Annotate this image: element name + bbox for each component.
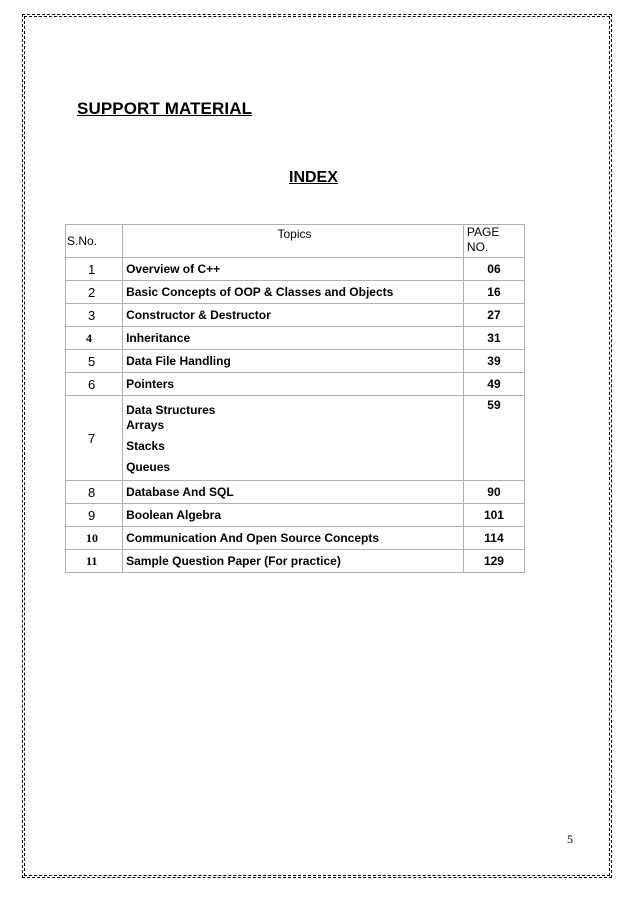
header-page-line1: PAGE xyxy=(466,225,500,239)
row-topic-line: Stacks xyxy=(126,438,165,453)
row-page: 39 xyxy=(463,350,524,373)
row-topic-line: Arrays xyxy=(126,417,165,432)
header-sno: S.No. xyxy=(66,225,123,258)
row-topic: Constructor & Destructor xyxy=(123,304,464,327)
header-page-no xyxy=(463,225,524,258)
page-number: 5 xyxy=(567,832,573,846)
table-row xyxy=(66,550,525,573)
row-sno: 6 xyxy=(66,373,123,396)
table-row xyxy=(66,281,525,304)
table-row xyxy=(66,396,525,481)
table-header-row xyxy=(66,225,525,258)
row-sno: 8 xyxy=(66,481,123,504)
row-page: 27 xyxy=(463,304,524,327)
row-page: 101 xyxy=(463,504,524,527)
row-sno: 1 xyxy=(66,258,123,281)
row-topic: Sample Question Paper (For practice) xyxy=(123,550,464,573)
row-topic: Communication And Open Source Concepts xyxy=(123,527,464,550)
row-topic: Boolean Algebra xyxy=(123,504,464,527)
row-topic: Overview of C++ xyxy=(123,258,464,281)
row-sno: 9 xyxy=(66,504,123,527)
table-row xyxy=(66,304,525,327)
row-page: 90 xyxy=(463,481,524,504)
table-row xyxy=(66,481,525,504)
row-sno: 4 xyxy=(66,327,123,350)
row-sno: 3 xyxy=(66,304,123,327)
row-sno: 10 xyxy=(66,527,123,550)
row-topic: Basic Concepts of OOP & Classes and Objects xyxy=(123,281,464,304)
index-title: INDEX xyxy=(289,169,338,186)
row-page: 16 xyxy=(463,281,524,304)
row-sno: 11 xyxy=(66,550,123,573)
row-topic: Inheritance xyxy=(123,327,464,350)
row-sno: 2 xyxy=(66,281,123,304)
row-page: 59 xyxy=(463,396,524,481)
row-topic: Data File Handling xyxy=(123,350,464,373)
row-topic-line: Queues xyxy=(126,459,171,474)
table-row xyxy=(66,350,525,373)
row-sno: 7 xyxy=(66,396,123,481)
row-topic-line: Data Structures xyxy=(126,402,216,417)
row-page: 49 xyxy=(463,373,524,396)
table-row xyxy=(66,258,525,281)
table-row xyxy=(66,504,525,527)
table-row xyxy=(66,327,525,350)
header-page-line2: NO. xyxy=(466,240,489,254)
row-page: 31 xyxy=(463,327,524,350)
table-row xyxy=(66,373,525,396)
index-table xyxy=(65,224,525,573)
document-heading: SUPPORT MATERIAL xyxy=(77,99,253,118)
row-page: 129 xyxy=(463,550,524,573)
row-sno: 5 xyxy=(66,350,123,373)
table-row xyxy=(66,527,525,550)
header-topics: Topics xyxy=(123,225,464,258)
row-topic: Database And SQL xyxy=(123,481,464,504)
row-topic xyxy=(123,396,464,481)
row-topic: Pointers xyxy=(123,373,464,396)
row-page: 114 xyxy=(463,527,524,550)
row-page: 06 xyxy=(463,258,524,281)
